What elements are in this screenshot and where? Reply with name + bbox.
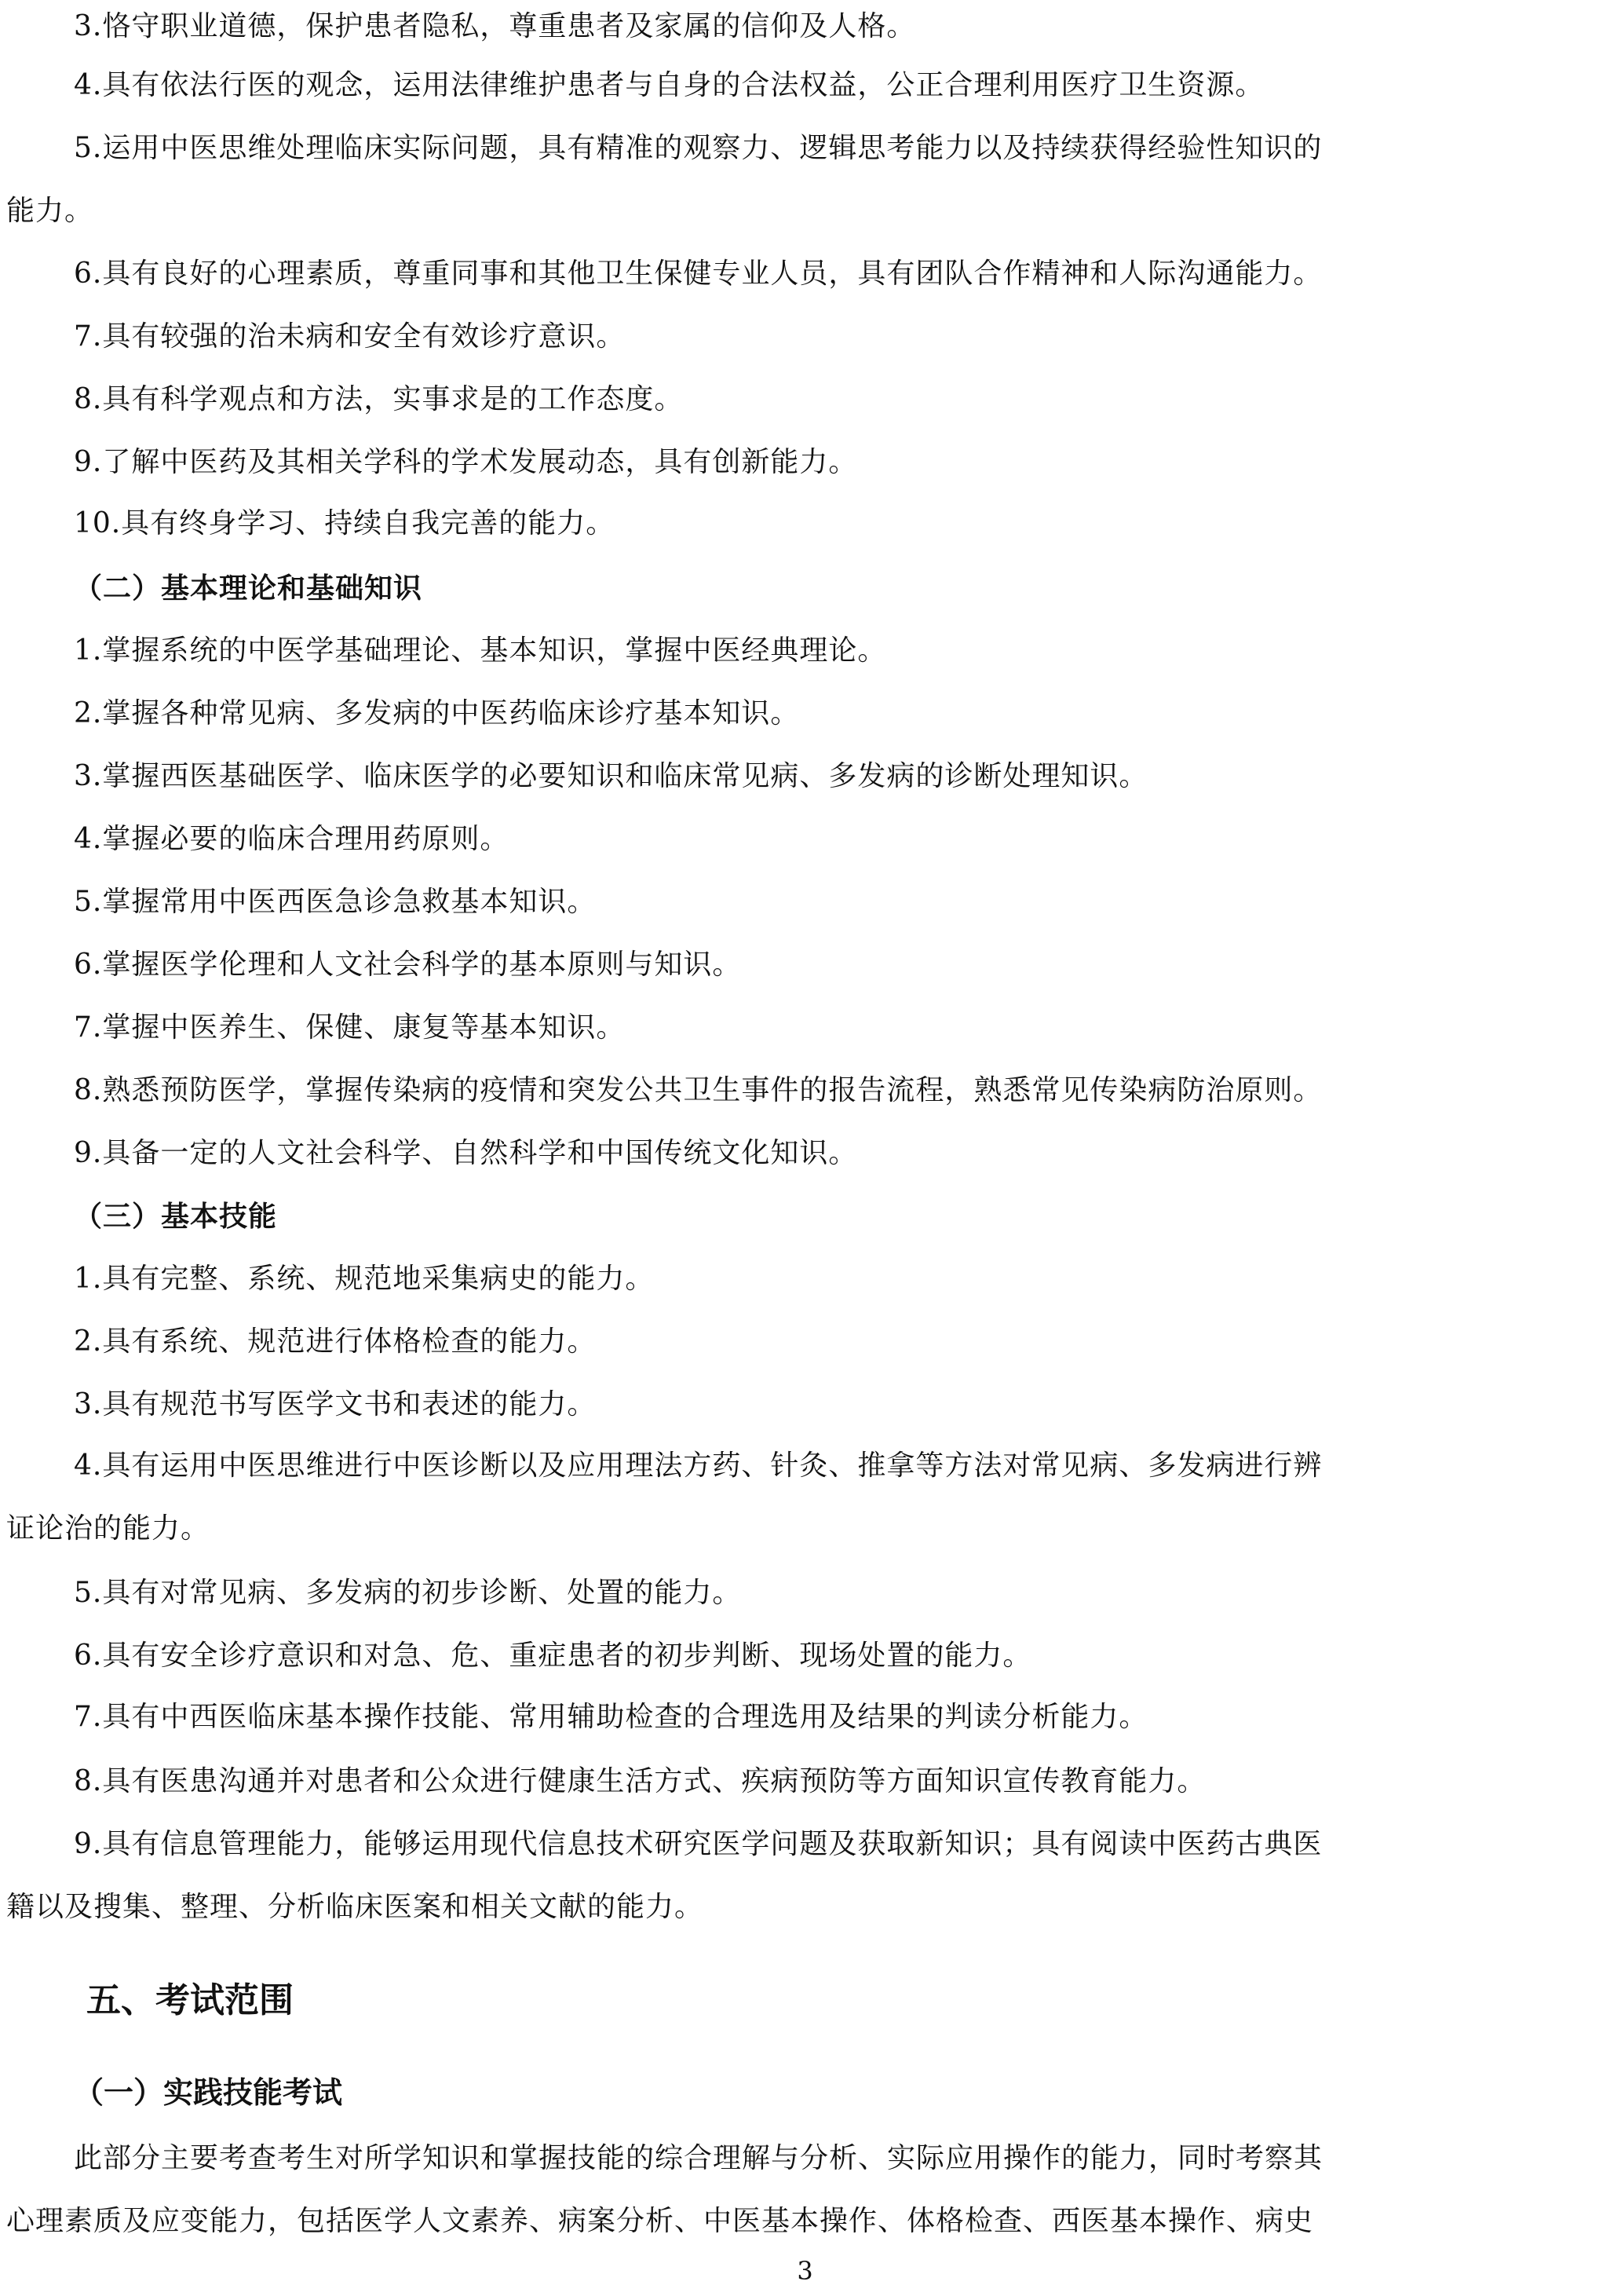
paragraph-line: 9.了解中医药及其相关学科的学术发展动态，具有创新能力。 — [74, 446, 858, 478]
page-number: 3 — [797, 2256, 813, 2286]
section-heading: （三）基本技能 — [74, 1200, 278, 1233]
paragraph-line: 7.具有较强的治未病和安全有效诊疗意识。 — [74, 320, 626, 353]
paragraph-line: 9.具备一定的人文社会科学、自然科学和中国传统文化知识。 — [74, 1137, 858, 1169]
paragraph-line: 3.恪守职业道德，保护患者隐私，尊重患者及家属的信仰及人格。 — [74, 10, 916, 42]
paragraph-line: 4.掌握必要的临床合理用药原则。 — [74, 823, 509, 855]
paragraph-line: 8.具有医患沟通并对患者和公众进行健康生活方式、疾病预防等方面知识宣传教育能力。 — [74, 1765, 1207, 1797]
paragraph-line: 籍以及搜集、整理、分析临床医案和相关文献的能力。 — [6, 1891, 704, 1923]
paragraph-line: 8.熟悉预防医学，掌握传染病的疫情和突发公共卫生事件的报告流程，熟悉常见传染病防治原则。 — [74, 1074, 1323, 1106]
section-heading: （一）实践技能考试 — [74, 2075, 343, 2110]
paragraph-line: 5.具有对常见病、多发病的初步诊断、处置的能力。 — [74, 1577, 742, 1609]
paragraph-line: 9.具有信息管理能力，能够运用现代信息技术研究医学问题及获取新知识；具有阅读中医药古典医 — [74, 1828, 1323, 1860]
paragraph-line: 此部分主要考查考生对所学知识和掌握技能的综合理解与分析、实际应用操作的能力，同时考察其 — [74, 2142, 1323, 2174]
paragraph-line: 5.运用中医思维处理临床实际问题，具有精准的观察力、逻辑思考能力以及持续获得经验性知识的 — [74, 132, 1323, 164]
paragraph-line: 6.具有安全诊疗意识和对急、危、重症患者的初步判断、现场处置的能力。 — [74, 1640, 1032, 1672]
paragraph-line: 心理素质及应变能力，包括医学人文素养、病案分析、中医基本操作、体格检查、西医基本操作、病史 — [6, 2205, 1314, 2237]
paragraph-line: 2.具有系统、规范进行体格检查的能力。 — [74, 1325, 597, 1358]
paragraph-line: 证论治的能力。 — [6, 1512, 210, 1545]
paragraph-line: 1.具有完整、系统、规范地采集病史的能力。 — [74, 1263, 655, 1295]
paragraph-line: 6.掌握医学伦理和人文社会科学的基本原则与知识。 — [74, 949, 742, 981]
paragraph-line: 3.具有规范书写医学文书和表述的能力。 — [74, 1388, 597, 1420]
paragraph-line: 能力。 — [6, 195, 94, 227]
paragraph-line: 4.具有依法行医的观念，运用法律维护患者与自身的合法权益，公正合理利用医疗卫生资源。 — [74, 69, 1265, 101]
paragraph-line: 4.具有运用中医思维进行中医诊断以及应用理法方药、针灸、推拿等方法对常见病、多发病进行辨 — [74, 1450, 1323, 1482]
paragraph-line: 1.掌握系统的中医学基础理论、基本知识，掌握中医经典理论。 — [74, 634, 887, 667]
paragraph-line: 10.具有终身学习、持续自我完善的能力。 — [74, 507, 615, 539]
paragraph-line: 7.具有中西医临床基本操作技能、常用辅助检查的合理选用及结果的判读分析能力。 — [74, 1701, 1148, 1733]
paragraph-line: 2.掌握各种常见病、多发病的中医药临床诊疗基本知识。 — [74, 697, 800, 729]
paragraph-line: 6.具有良好的心理素质，尊重同事和其他卫生保健专业人员，具有团队合作精神和人际沟通能力。 — [74, 258, 1323, 290]
paragraph-line: 8.具有科学观点和方法，实事求是的工作态度。 — [74, 383, 684, 415]
chapter-heading: 五、考试范围 — [86, 1980, 294, 2020]
paragraph-line: 3.掌握西医基础医学、临床医学的必要知识和临床常见病、多发病的诊断处理知识。 — [74, 760, 1148, 792]
paragraph-line: 5.掌握常用中医西医急诊急救基本知识。 — [74, 886, 597, 918]
paragraph-line: 7.掌握中医养生、保健、康复等基本知识。 — [74, 1011, 626, 1044]
section-heading: （二）基本理论和基础知识 — [74, 572, 423, 605]
